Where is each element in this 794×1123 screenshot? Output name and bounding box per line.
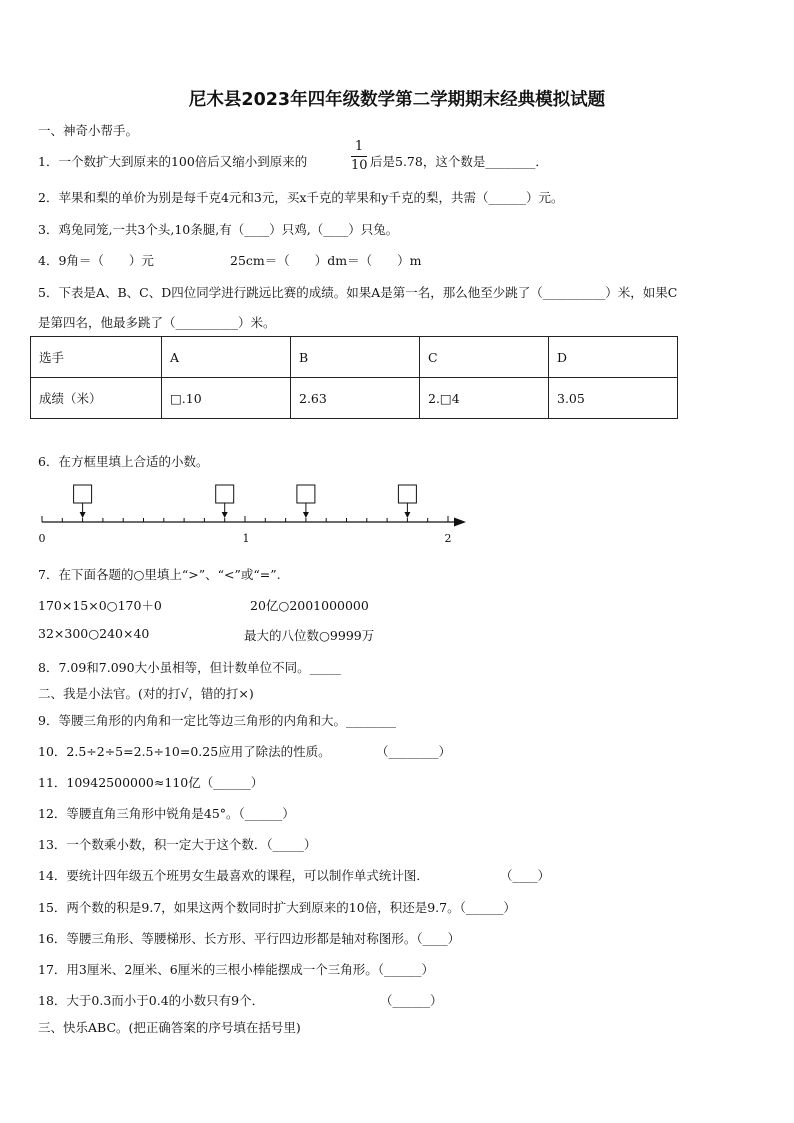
table-cell: D bbox=[549, 337, 678, 378]
score-table bbox=[30, 336, 678, 419]
table-cell: 3.05 bbox=[549, 378, 678, 419]
table-cell: 选手 bbox=[31, 337, 162, 378]
question-1-suffix: 后是5.78，这个数是________． bbox=[370, 154, 548, 169]
answer-box[interactable] bbox=[398, 485, 416, 518]
question-16: 16．等腰三角形、等腰梯形、长方形、平行四边形都是轴对称图形。（____） bbox=[38, 931, 461, 946]
table-cell: 2.63 bbox=[291, 378, 420, 419]
number-line-label-0: 0 bbox=[38, 532, 46, 545]
table-cell: 成绩（米） bbox=[31, 378, 162, 419]
number-line-arrowhead bbox=[454, 518, 466, 527]
question-2: 2．苹果和梨的单价为别是每千克4元和3元，买x千克的苹果和y千克的梨，共需（______）元。 bbox=[38, 190, 564, 205]
number-line bbox=[38, 480, 478, 550]
question-7: 7．在下面各题的○里填上“>”、“<”或“=”. bbox=[38, 567, 281, 582]
question-5-line-2: 是第四名，他最多跳了（__________）米。 bbox=[38, 315, 276, 330]
question-12: 12．等腰直角三角形中锐角是45°。（______） bbox=[38, 806, 295, 821]
answer-box[interactable] bbox=[74, 485, 92, 518]
answer-box[interactable] bbox=[297, 485, 315, 518]
fraction-one-tenth bbox=[351, 139, 367, 174]
section-heading-1: 一、神奇小帮手。 bbox=[38, 123, 139, 138]
question-4-part-b: 25cm＝（ ）dm＝（ ）m bbox=[230, 253, 422, 268]
question-5-line-1: 5．下表是A、B、C、D四位同学进行跳远比赛的成绩。如果A是第一名，那么他至少跳了（__________）米，如果C bbox=[38, 285, 678, 300]
question-18: 18．大于0.3而小于0.4的小数只有9个． bbox=[38, 993, 265, 1008]
fraction-bar bbox=[351, 156, 367, 157]
question-7-row-1-right: 20亿○2001000000 bbox=[250, 598, 369, 613]
question-7-row-2-right: 最大的八位数○9999万 bbox=[244, 628, 375, 643]
question-3: 3．鸡兔同笼,一共3个头,10条腿,有（____）只鸡,（____）只兔。 bbox=[38, 222, 399, 237]
question-14-blank: （____） bbox=[500, 868, 551, 883]
question-8: 8．7.09和7.090大小虽相等，但计数单位不同。_____ bbox=[38, 660, 341, 675]
question-10-blank: （________） bbox=[376, 744, 452, 759]
question-13: 13．一个数乘小数，积一定大于这个数．（_____） bbox=[38, 837, 317, 852]
table-cell: 2.□4 bbox=[420, 378, 549, 419]
question-18-blank: （______） bbox=[380, 993, 443, 1008]
page-title: 尼木县2023年四年级数学第二学期期末经典模拟试题 bbox=[188, 90, 606, 110]
table-row bbox=[31, 337, 678, 378]
section-heading-3: 三、快乐ABC。(把正确答案的序号填在括号里) bbox=[38, 1020, 301, 1035]
question-1-prefix: 1．一个数扩大到原来的100倍后又缩小到原来的 bbox=[38, 154, 308, 169]
answer-box[interactable] bbox=[216, 485, 234, 518]
fraction-denominator: 10 bbox=[351, 158, 368, 173]
question-17: 17．用3厘米、2厘米、6厘米的三根小棒能摆成一个三角形。（______） bbox=[38, 962, 435, 977]
table-cell: C bbox=[420, 337, 549, 378]
question-4-part-a: 4．9角＝（ ）元 bbox=[38, 253, 154, 268]
question-7-row-2-left: 32×300○240×40 bbox=[38, 626, 150, 641]
question-7-row-1-left: 170×15×0○170＋0 bbox=[38, 598, 162, 613]
section-heading-2: 二、我是小法官。(对的打√，错的打×) bbox=[38, 686, 254, 701]
number-line-label-2: 2 bbox=[444, 532, 452, 545]
table-cell: A bbox=[162, 337, 291, 378]
number-line-label-1: 1 bbox=[242, 532, 250, 545]
question-9: 9．等腰三角形的内角和一定比等边三角形的内角和大。________ bbox=[38, 713, 396, 728]
table-cell: □.10 bbox=[162, 378, 291, 419]
table-cell: B bbox=[291, 337, 420, 378]
fraction-numerator: 1 bbox=[354, 139, 364, 154]
table-row bbox=[31, 378, 678, 419]
question-15: 15．两个数的积是9.7，如果这两个数同时扩大到原来的10倍，积还是9.7。（______） bbox=[38, 900, 516, 915]
question-11: 11．10942500000≈110亿（______） bbox=[38, 775, 264, 790]
question-10: 10．2.5÷2÷5=2.5÷10=0.25应用了除法的性质。 bbox=[38, 744, 331, 759]
question-6: 6．在方框里填上合适的小数。 bbox=[38, 454, 209, 469]
question-14: 14．要统计四年级五个班男女生最喜欢的课程，可以制作单式统计图． bbox=[38, 868, 429, 883]
